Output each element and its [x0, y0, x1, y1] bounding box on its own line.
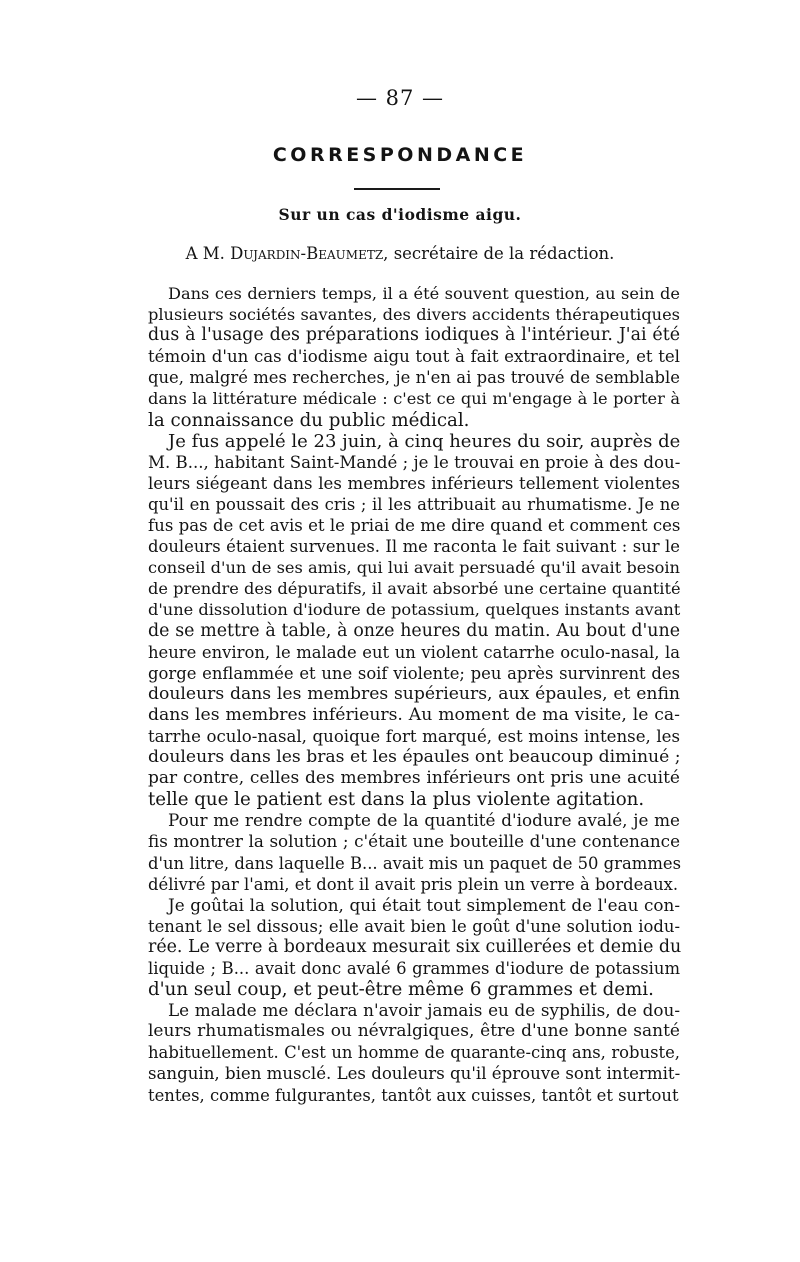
- text-line: tenant le sel dissous; elle avait bien le goût d'une solution iodu-: [148, 916, 680, 936]
- paragraph: [128, 431, 680, 811]
- text-line: douleurs étaient survenues. Il me raconta le fait suivant : sur le: [148, 537, 680, 557]
- addressee-line: [0, 244, 800, 263]
- text-line: de prendre des dépuratifs, il avait absorbé une certaine quantité: [148, 579, 681, 599]
- addressee-name: Dujardin-Beaumetz,: [230, 244, 389, 263]
- text-line: douleurs dans les bras et les épaules ont beaucoup diminué ;: [148, 747, 681, 768]
- text-line: dus à l'usage des préparations iodiques à l'intérieur. J'ai été: [148, 325, 680, 346]
- text-line: liquide ; B... avait donc avalé 6 grammes d'iodure de potassium: [148, 959, 680, 978]
- text-line: fis montrer la solution ; c'était une bouteille d'une contenance: [148, 831, 680, 852]
- paragraph: [128, 895, 680, 1000]
- addressee-prefix: A M.: [185, 244, 225, 263]
- text-line: tarrhe oculo-nasal, quoique fort marqué, est moins intense, les: [148, 726, 680, 746]
- text-line: Je fus appelé le 23 juin, à cinq heures du soir, auprès de: [168, 430, 681, 452]
- text-line: leurs rhumatismales ou névralgiques, être d'une bonne santé: [148, 1021, 680, 1042]
- text-line: leurs siégeant dans les membres inférieurs tellement violentes: [148, 473, 680, 493]
- text-line: de se mettre à table, à onze heures du matin. Au bout d'une: [148, 620, 680, 641]
- text-line: plusieurs sociétés savantes, des divers accidents thérapeutiques: [148, 305, 680, 325]
- letter-body: [128, 283, 680, 1106]
- section-title: CORRESPONDANCE: [272, 144, 528, 166]
- page-number: — 87 —: [355, 86, 445, 110]
- text-line: M. B..., habitant Saint-Mandé ; je le trouvai en proie à des dou-: [148, 452, 681, 472]
- text-line: dans la littérature médicale : c'est ce qui m'engage à le porter à: [148, 389, 680, 409]
- text-line: conseil d'un de ses amis, qui lui avait persuadé qu'il avait besoin: [148, 558, 680, 578]
- text-line: Je goûtai la solution, qui était tout simplement de l'eau con-: [168, 894, 680, 915]
- text-line: qu'il en poussait des cris ; il les attribuait au rhumatisme. Je ne: [148, 494, 680, 514]
- text-line: que, malgré mes recherches, je n'en ai pas trouvé de semblable: [148, 368, 680, 388]
- text-line: tentes, comme fulgurantes, tantôt aux cuisses, tantôt et surtout: [148, 1085, 679, 1105]
- text-line: délivré par l'ami, et dont il avait pris plein un verre à bordeaux.: [148, 874, 679, 894]
- text-line: dans les membres inférieurs. Au moment de ma visite, le ca-: [148, 704, 680, 725]
- text-line: Pour me rendre compte de la quantité d'iodure avalé, je me: [168, 810, 680, 831]
- text-line: sanguin, bien musclé. Les douleurs qu'il éprouve sont intermit-: [148, 1064, 681, 1084]
- text-line: douleurs dans les membres supérieurs, aux épaules, et enfin: [148, 683, 680, 704]
- paragraph: [128, 1000, 680, 1105]
- text-line: telle que le patient est dans la plus violente agitation.: [148, 789, 645, 811]
- text-line: Le malade me déclara n'avoir jamais eu de syphilis, de dou-: [168, 1000, 680, 1021]
- text-line: heure environ, le malade eut un violent catarrhe oculo-nasal, la: [148, 642, 680, 662]
- text-line: d'une dissolution d'iodure de potassium, quelques instants avant: [148, 600, 681, 620]
- text-line: gorge enflammée et une soif violente; peu après survinrent des: [148, 663, 680, 683]
- text-line: par contre, celles des membres inférieurs ont pris une acuité: [148, 768, 680, 789]
- text-line: rée. Le verre à bordeaux mesurait six cuillerées et demie du: [148, 936, 682, 957]
- article-title: Sur un cas d'iodisme aigu.: [278, 205, 522, 224]
- title-divider: [354, 188, 440, 190]
- text-line: Dans ces derniers temps, il a été souvent question, au sein de: [168, 284, 680, 303]
- text-line: témoin d'un cas d'iodisme aigu tout à fait extraordinaire, et tel: [148, 347, 680, 367]
- addressee-suffix: secrétaire de la rédaction.: [393, 244, 615, 263]
- text-line: d'un seul coup, et peut-être même 6 grammes et demi.: [148, 979, 654, 1001]
- text-line: la connaissance du public médical.: [148, 409, 470, 431]
- text-line: fus pas de cet avis et le priai de me dire quand et comment ces: [148, 516, 681, 536]
- paragraph: [128, 810, 680, 894]
- text-line: habituellement. C'est un homme de quarante-cinq ans, robuste,: [148, 1043, 680, 1063]
- paragraph: [128, 283, 680, 431]
- text-line: d'un litre, dans laquelle B... avait mis un paquet de 50 grammes: [148, 853, 681, 873]
